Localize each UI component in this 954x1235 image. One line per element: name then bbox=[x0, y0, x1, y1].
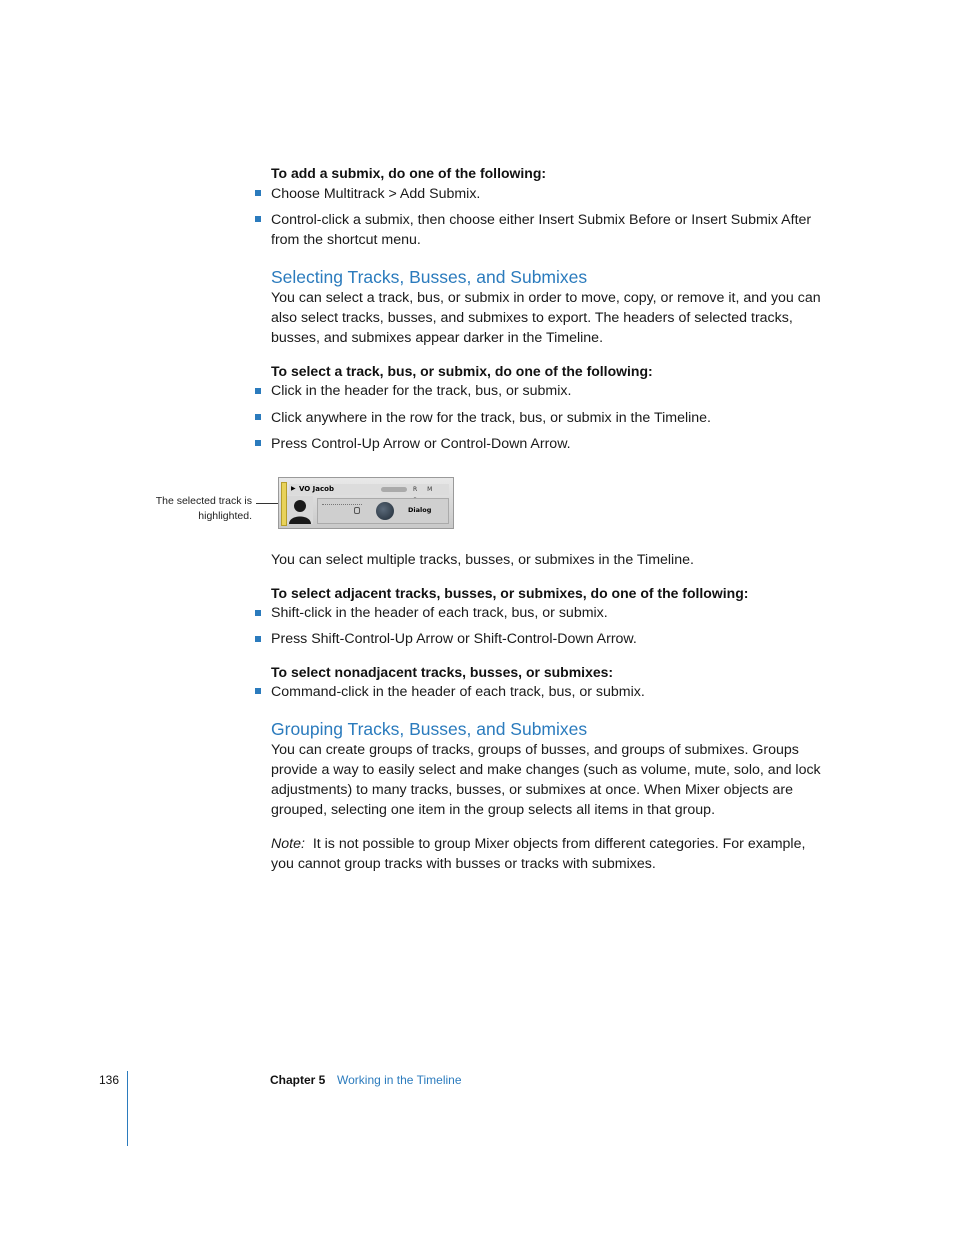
list-item: Control-click a submix, then choose either Insert Submix Before or Insert Submix After from the shortcut menu. bbox=[271, 212, 812, 248]
list-item: Press Shift-Control-Up Arrow or Shift-Control-Down Arrow. bbox=[271, 631, 637, 647]
track-buttons: R M bbox=[413, 486, 437, 493]
list-item: Shift-click in the header of each track, bus, or submix. bbox=[271, 605, 608, 621]
note-label: Note: bbox=[271, 836, 305, 852]
selecting-intro-paragraph: You can select a track, bus, or submix in order to move, copy, or remove it, and you can also select tracks, busses, and submixes to export. The headers of selected tracks, busses, and submixes appear darker in the Timeline. bbox=[271, 290, 821, 346]
section-heading-selecting: Selecting Tracks, Busses, and Submixes bbox=[271, 267, 588, 287]
footer-chapter-title: Working in the Timeline bbox=[337, 1073, 462, 1087]
bullet-icon bbox=[255, 190, 261, 196]
pan-knob bbox=[376, 502, 394, 520]
bullet-icon bbox=[255, 636, 261, 642]
avatar-icon bbox=[287, 496, 313, 524]
note-text: It is not possible to group Mixer objects from different categories. For example, you cannot group tracks with busses or tracks with submixes. bbox=[271, 836, 806, 872]
figure-callout: The selected track is highlighted. bbox=[155, 495, 252, 522]
list-item: Choose Multitrack > Add Submix. bbox=[271, 186, 481, 202]
note-paragraph bbox=[271, 834, 831, 874]
bullet-icon bbox=[255, 414, 261, 420]
track-header-row bbox=[289, 484, 449, 495]
multi-select-paragraph: You can select multiple tracks, busses, or submixes in the Timeline. bbox=[271, 552, 694, 568]
add-submix-lead: To add a submix, do one of the following: bbox=[271, 165, 547, 181]
bullet-icon bbox=[255, 688, 261, 694]
select-lead: To select a track, bus, or submix, do one of the following: bbox=[271, 363, 653, 379]
lock-icon bbox=[354, 507, 360, 514]
track-header-screenshot bbox=[278, 477, 454, 529]
track-name: VO Jacob bbox=[299, 485, 334, 493]
footer-rule bbox=[127, 1071, 128, 1146]
role-label: Dialog bbox=[408, 506, 432, 514]
bullet-icon bbox=[255, 440, 261, 446]
grouping-intro-paragraph: You can create groups of tracks, groups of busses, and groups of submixes. Groups provide a way to easily select and make changes (such as volume, mute, solo, and lock adjustments) to many tracks, busses, or submixes at once. When Mixer objects are grouped, selecting one item in the group selects all items in that group. bbox=[271, 742, 821, 818]
track-controls-panel bbox=[317, 498, 449, 524]
list-item: Command-click in the header of each track, bus, or submix. bbox=[271, 684, 645, 700]
volume-slider bbox=[381, 487, 407, 492]
page-number: 136 bbox=[99, 1073, 120, 1087]
adjacent-lead: To select adjacent tracks, busses, or submixes, do one of the following: bbox=[271, 585, 749, 601]
nonadjacent-lead: To select nonadjacent tracks, busses, or submixes: bbox=[271, 664, 614, 680]
bullet-icon bbox=[255, 388, 261, 394]
list-item: Click anywhere in the row for the track, bus, or submix in the Timeline. bbox=[271, 410, 711, 426]
list-item: Press Control-Up Arrow or Control-Down Arrow. bbox=[271, 436, 571, 452]
bullet-icon bbox=[255, 610, 261, 616]
footer-chapter: Chapter 5 bbox=[270, 1073, 326, 1087]
section-heading-grouping: Grouping Tracks, Busses, and Submixes bbox=[271, 719, 588, 739]
list-item: Click in the header for the track, bus, or submix. bbox=[271, 383, 572, 399]
callout-line bbox=[256, 503, 278, 504]
bullet-icon bbox=[255, 216, 261, 222]
disclosure-triangle-icon: ▶ bbox=[291, 486, 296, 492]
